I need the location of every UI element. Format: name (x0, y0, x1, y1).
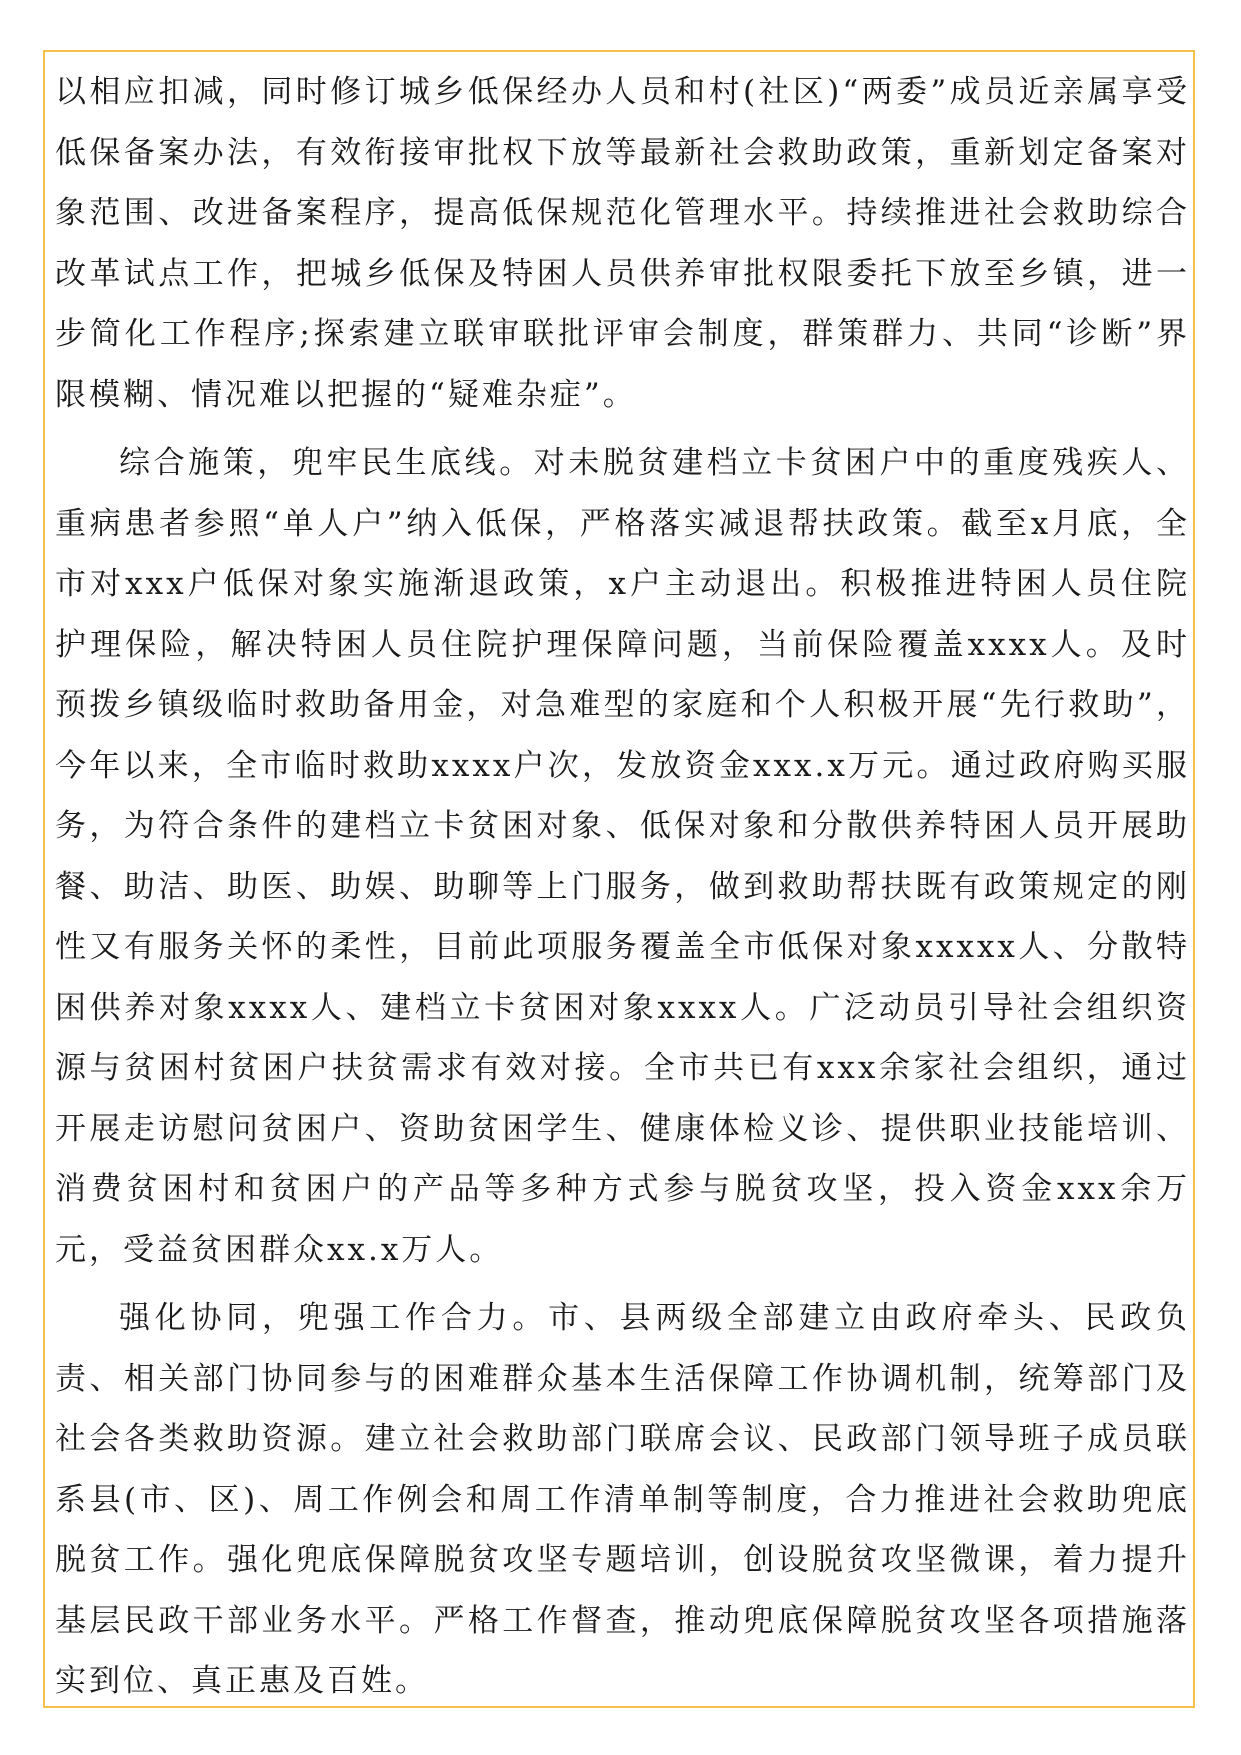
document-body (55, 62, 1190, 1712)
paragraph-3: 强化协同，兜强工作合力。市、县两级全部建立由政府牵头、民政负责、相关部门协同参与的困难群众基本生活保障工作协调机制，统筹部门及社会各类救助资源。建立社会救助部门联席会议、民政部门领导班子成员联系县(市、区)、周工作例会和周工作清单制等制度，合力推进社会救助兜底脱贫工作。强化兜底保障脱贫攻坚专题培训，创设脱贫攻坚微课，着力提升基层民政干部业务水平。严格工作督查，推动兜底保障脱贫攻坚各项措施落实到位、真正惠及百姓。 (55, 1300, 1190, 1699)
paragraph-1: 以相应扣减，同时修订城乡低保经办人员和村(社区)“两委”成员近亲属享受低保备案办法，有效衔接审批权下放等最新社会救助政策，重新划定备案对象范围、改进备案程序，提高低保规范化管理水平。持续推进社会救助综合改革试点工作，把城乡低保及特困人员供养审批权限委托下放至乡镇，进一步简化工作程序;探索建立联审联批评审会制度，群策群力、共同“诊断”界限模糊、情况难以把握的“疑难杂症”。 (55, 74, 1190, 413)
paragraph-2: 综合施策，兜牢民生底线。对未脱贫建档立卡贫困户中的重度残疾人、重病患者参照“单人户”纳入低保，严格落实减退帮扶政策。截至x月底，全市对xxx户低保对象实施渐退政策，x户主动退出。积极推进特困人员住院护理保险，解决特困人员住院护理保障问题，当前保险覆盖xxxx人。及时预拨乡镇级临时救助备用金，对急难型的家庭和个人积极开展“先行救助”，今年以来，全市临时救助xxxx户次，发放资金xxx.x万元。通过政府购买服务，为符合条件的建档立卡贫困对象、低保对象和分散供养特困人员开展助餐、助洁、助医、助娱、助聊等上门服务，做到救助帮扶既有政策规定的刚性又有服务关怀的柔性，目前此项服务覆盖全市低保对象xxxxx人、分散特困供养对象xxxx人、建档立卡贫困对象xxxx人。广泛动员引导社会组织资源与贫困村贫困户扶贫需求有效对接。全市共已有xxx余家社会组织，通过开展走访慰问贫困户、资助贫困学生、健康体检义诊、提供职业技能培训、消费贫困村和贫困户的产品等多种方式参与脱贫攻坚，投入资金xxx余万元，受益贫困群众xx.x万人。 (55, 445, 1190, 1268)
